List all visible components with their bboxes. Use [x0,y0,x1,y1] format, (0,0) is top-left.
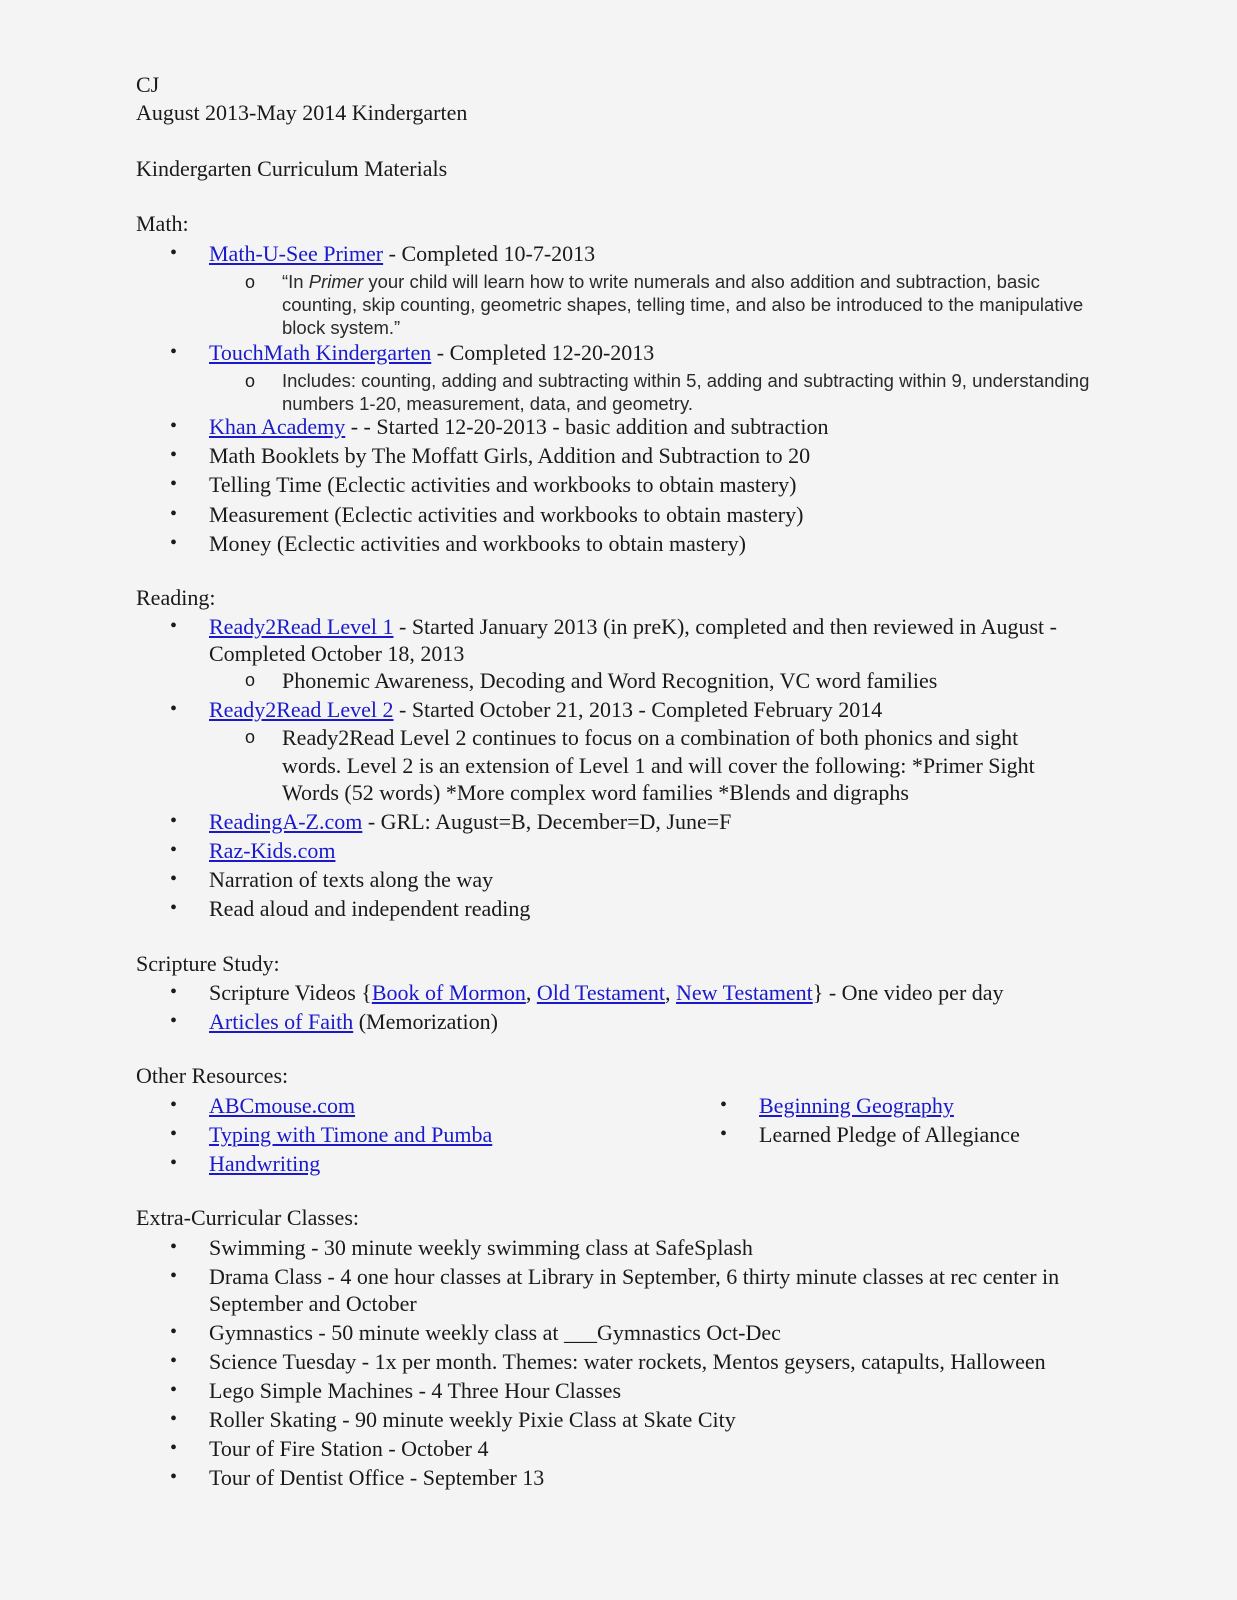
item-text: - GRL: August=B, December=D, June=F [362,809,732,834]
item-text: - - Started 12-20-2013 - basic addition and subtraction [345,414,829,439]
document-title: Kindergarten Curriculum Materials [136,156,448,181]
list-item [209,1149,320,1178]
new-testament-link[interactable]: New Testament [676,980,813,1005]
scripture-heading: Scripture Study: [136,951,280,976]
list-item: Narration of texts along the way [209,867,494,892]
bullet-icon: • [170,532,178,554]
list-item [209,412,829,441]
sub-item: Includes: counting, adding and subtracting within 5, adding and subtracting within 9, understanding [282,370,1090,391]
raz-kids-link[interactable]: Raz-Kids.com [209,838,336,863]
sub-item-cont: block system.” [282,317,401,338]
bullet-icon: • [720,1123,728,1145]
sub-bullet-icon: o [245,371,256,391]
bullet-icon: • [170,839,178,861]
bullet-icon: • [170,868,178,890]
list-item [209,1091,355,1120]
beginning-geography-link[interactable]: Beginning Geography [759,1093,954,1118]
abcmouse-link[interactable]: ABCmouse.com [209,1093,356,1118]
separator: , [665,980,677,1005]
list-item [209,1007,498,1036]
ready2read-level2-link[interactable]: Ready2Read Level 2 [209,697,394,722]
list-item [209,338,654,367]
sub-item: Ready2Read Level 2 continues to focus on a combination of both phonics and sight [282,725,1019,750]
bullet-icon: • [170,810,178,832]
list-item-cont: September and October [209,1291,417,1316]
item-text: (Memorization) [353,1009,498,1034]
bullet-icon: • [170,1379,178,1401]
item-text: - Completed 12-20-2013 [431,340,655,365]
list-item [209,1120,492,1149]
bullet-icon: • [170,1466,178,1488]
bullet-icon: • [170,698,178,720]
bullet-icon: • [170,1094,178,1116]
readinga-z-link[interactable]: ReadingA-Z.com [209,809,363,834]
student-name: CJ [136,72,160,97]
list-item: Math Booklets by The Moffatt Girls, Addition and Subtraction to 20 [209,443,811,468]
list-item [759,1091,954,1120]
bullet-icon: • [170,1123,178,1145]
list-item: Telling Time (Eclectic activities and workbooks to obtain mastery) [209,472,797,497]
bullet-icon: • [170,341,178,363]
bullet-icon: • [170,1236,178,1258]
bullet-icon: • [170,615,178,637]
bullet-icon: • [170,1350,178,1372]
bullet-icon: • [170,1437,178,1459]
articles-of-faith-link[interactable]: Articles of Faith [209,1009,354,1034]
bullet-icon: • [170,1321,178,1343]
handwriting-link[interactable]: Handwriting [209,1151,321,1176]
list-item: Drama Class - 4 one hour classes at Library in September, 6 thirty minute classes at rec center in [209,1264,1060,1289]
list-item: Tour of Fire Station - October 4 [209,1436,489,1461]
item-text: Scripture Videos { [209,980,372,1005]
ready2read-level1-link[interactable]: Ready2Read Level 1 [209,614,394,639]
separator: , [525,980,537,1005]
bullet-icon: • [170,503,178,525]
old-testament-link[interactable]: Old Testament [536,980,666,1005]
list-item: Learned Pledge of Allegiance [759,1122,1020,1147]
sub-item [282,270,1040,293]
sub-bullet-icon: o [245,670,256,690]
bullet-icon: • [170,1265,178,1287]
sub-bullet-icon: o [245,272,256,292]
list-item: Measurement (Eclectic activities and workbooks to obtain mastery) [209,502,804,527]
list-item [209,612,1057,641]
note-text: your child will learn how to write numerals and also addition and subtraction, basic [363,271,1040,292]
bullet-icon: • [170,415,178,437]
bullet-icon: • [170,1010,178,1032]
list-item: Money (Eclectic activities and workbooks to obtain mastery) [209,531,747,556]
list-item: Lego Simple Machines - 4 Three Hour Classes [209,1378,622,1403]
list-item [209,239,595,268]
bullet-icon: • [720,1094,728,1116]
other-resources-heading: Other Resources: [136,1063,289,1088]
note-emphasis: Primer [308,271,364,292]
typing-link[interactable]: Typing with Timone and Pumba [209,1122,493,1147]
bullet-icon: • [170,473,178,495]
list-item [209,836,335,865]
bullet-icon: • [170,242,178,264]
item-text: } - One video per day [812,980,1004,1005]
item-text: - Started October 21, 2013 - Completed February 2014 [393,697,883,722]
list-item: Gymnastics - 50 minute weekly class at ___Gymnastics Oct-Dec [209,1320,781,1345]
bullet-icon: • [170,1408,178,1430]
sub-item-cont: numbers 1-20, measurement, data, and geometry. [282,393,693,414]
list-item [209,978,1004,1007]
list-item [209,807,731,836]
sub-item-cont: counting, skip counting, geometric shapes, telling time, and also be introduced to the manipulative [282,294,1084,315]
extra-curricular-heading: Extra-Curricular Classes: [136,1205,359,1230]
item-text: - Started January 2013 (in preK), completed and then reviewed in August - [393,614,1057,639]
math-u-see-link[interactable]: Math-U-See Primer [209,241,384,266]
touchmath-link[interactable]: TouchMath Kindergarten [209,340,432,365]
list-item [209,695,882,724]
bullet-icon: • [170,981,178,1003]
math-heading: Math: [136,211,189,236]
sub-item-cont: Words (52 words) *More complex word families *Blends and digraphs [282,780,909,805]
list-item: Tour of Dentist Office - September 13 [209,1465,545,1490]
bullet-icon: • [170,444,178,466]
bullet-icon: • [170,1152,178,1174]
school-period: August 2013-May 2014 Kindergarten [136,100,468,125]
khan-academy-link[interactable]: Khan Academy [209,414,346,439]
sub-bullet-icon: o [245,727,256,747]
reading-heading: Reading: [136,585,216,610]
item-text: - Completed 10-7-2013 [383,241,596,266]
list-item-cont: Completed October 18, 2013 [209,641,465,666]
book-of-mormon-link[interactable]: Book of Mormon [371,980,526,1005]
list-item: Read aloud and independent reading [209,896,531,921]
list-item: Roller Skating - 90 minute weekly Pixie Class at Skate City [209,1407,736,1432]
sub-item: Phonemic Awareness, Decoding and Word Recognition, VC word families [282,668,938,693]
list-item: Swimming - 30 minute weekly swimming class at SafeSplash [209,1235,753,1260]
bullet-icon: • [170,897,178,919]
note-text: “In [282,271,309,292]
sub-item-cont: words. Level 2 is an extension of Level 1 and will cover the following: *Primer Sight [282,753,1035,778]
list-item: Science Tuesday - 1x per month. Themes: water rockets, Mentos geysers, catapults, Halloween [209,1349,1046,1374]
